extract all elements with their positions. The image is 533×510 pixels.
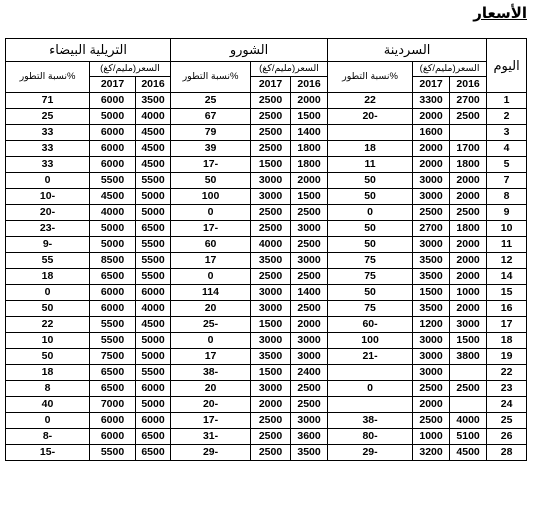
price-2016-cell: 4500 <box>450 445 487 461</box>
price-2017-cell: 3500 <box>413 269 450 285</box>
price-2016-cell: 3500 <box>291 445 328 461</box>
price-2017-cell: 6500 <box>90 365 136 381</box>
ratio-cell: 22 <box>328 93 413 109</box>
price-2016-cell: 4000 <box>136 301 171 317</box>
price-2017-cell: 6500 <box>90 381 136 397</box>
price-2017-cell: 2500 <box>251 429 291 445</box>
year-2017-header: 2017 <box>90 77 136 93</box>
price-2017-cell: 1000 <box>413 429 450 445</box>
price-2016-cell: 2500 <box>450 381 487 397</box>
price-2017-cell: 2500 <box>251 125 291 141</box>
ratio-cell: 0 <box>171 333 251 349</box>
price-2017-cell: 2500 <box>251 413 291 429</box>
price-2016-cell: 5500 <box>136 237 171 253</box>
ratio-cell: 50 <box>328 189 413 205</box>
table-row <box>6 397 527 413</box>
year-2017-header: 2017 <box>251 77 291 93</box>
price-2017-cell: 1600 <box>413 125 450 141</box>
ratio-cell: 80- <box>328 429 413 445</box>
price-2016-cell: 6500 <box>136 221 171 237</box>
price-2016-cell: 1700 <box>450 141 487 157</box>
price-2016-cell: 2700 <box>450 93 487 109</box>
table-row <box>6 141 527 157</box>
ratio-cell: 9- <box>6 237 90 253</box>
ratio-cell: 11 <box>328 157 413 173</box>
prices-table <box>5 38 527 461</box>
price-2016-cell <box>450 365 487 381</box>
ratio-cell: 0 <box>328 205 413 221</box>
price-2016-cell: 2000 <box>291 173 328 189</box>
price-2017-cell: 3300 <box>413 93 450 109</box>
table-row <box>6 237 527 253</box>
price-2017-cell: 6000 <box>90 285 136 301</box>
price-2017-cell: 3500 <box>413 253 450 269</box>
table-row <box>6 381 527 397</box>
ratio-cell: 50 <box>328 173 413 189</box>
price-2016-cell: 5500 <box>136 365 171 381</box>
price-header: السعر(مليم/كغ) <box>90 62 171 77</box>
price-2016-cell <box>450 397 487 413</box>
ratio-cell: 100 <box>171 189 251 205</box>
ratio-cell: 60 <box>171 237 251 253</box>
price-2017-cell: 6000 <box>90 141 136 157</box>
price-2017-cell: 8500 <box>90 253 136 269</box>
price-2016-cell: 5100 <box>450 429 487 445</box>
price-2017-cell: 1500 <box>251 157 291 173</box>
ratio-cell: 8- <box>6 429 90 445</box>
price-2016-cell: 3000 <box>450 317 487 333</box>
price-2017-cell: 2500 <box>251 445 291 461</box>
ratio-cell: 17- <box>171 157 251 173</box>
ratio-cell: 50 <box>328 285 413 301</box>
ratio-cell: 50 <box>328 221 413 237</box>
price-2017-cell: 3000 <box>413 349 450 365</box>
price-2017-cell: 3200 <box>413 445 450 461</box>
price-2016-cell: 2000 <box>450 301 487 317</box>
price-2017-cell: 5000 <box>90 221 136 237</box>
ratio-cell: 18 <box>328 141 413 157</box>
price-2017-cell: 2500 <box>251 109 291 125</box>
table-row <box>6 301 527 317</box>
price-2016-cell: 1800 <box>450 221 487 237</box>
price-2016-cell: 1400 <box>291 125 328 141</box>
price-2017-cell: 5500 <box>90 445 136 461</box>
price-2017-cell: 4000 <box>251 237 291 253</box>
day-cell: 2 <box>487 109 527 125</box>
price-2016-cell: 1500 <box>291 109 328 125</box>
ratio-cell: 17 <box>171 253 251 269</box>
price-2017-cell: 1500 <box>251 365 291 381</box>
price-2017-cell: 5500 <box>90 333 136 349</box>
ratio-header: نسبة التطور% <box>6 62 90 93</box>
group-header-sardine: السردينة <box>328 39 487 62</box>
ratio-cell: 10- <box>6 189 90 205</box>
ratio-cell: 0 <box>6 173 90 189</box>
price-2016-cell: 3800 <box>450 349 487 365</box>
price-2017-cell: 6000 <box>90 125 136 141</box>
price-2017-cell: 2500 <box>251 221 291 237</box>
price-2017-cell: 2500 <box>413 381 450 397</box>
ratio-cell: 50 <box>6 301 90 317</box>
ratio-cell: 31- <box>171 429 251 445</box>
price-2017-cell: 3000 <box>251 173 291 189</box>
day-cell: 8 <box>487 189 527 205</box>
table-row <box>6 125 527 141</box>
price-2017-cell: 5500 <box>90 317 136 333</box>
ratio-cell: 17 <box>171 349 251 365</box>
ratio-cell: 20 <box>171 381 251 397</box>
price-2016-cell: 3000 <box>291 253 328 269</box>
price-2017-cell: 7000 <box>90 397 136 413</box>
price-2017-cell: 6000 <box>90 413 136 429</box>
day-cell: 10 <box>487 221 527 237</box>
price-2017-cell: 2000 <box>413 397 450 413</box>
year-2016-header: 2016 <box>136 77 171 93</box>
ratio-cell: 100 <box>328 333 413 349</box>
price-2016-cell: 5500 <box>136 173 171 189</box>
price-2017-cell: 3000 <box>251 301 291 317</box>
price-2016-cell: 3000 <box>291 221 328 237</box>
price-2016-cell: 1800 <box>291 157 328 173</box>
ratio-cell: 25 <box>171 93 251 109</box>
day-cell: 14 <box>487 269 527 285</box>
price-header: السعر(مليم/كغ) <box>251 62 328 77</box>
ratio-cell: 8 <box>6 381 90 397</box>
price-2017-cell: 2000 <box>413 109 450 125</box>
ratio-cell: 114 <box>171 285 251 301</box>
table-row <box>6 429 527 445</box>
ratio-cell <box>328 397 413 413</box>
price-2016-cell: 5000 <box>136 205 171 221</box>
day-cell: 15 <box>487 285 527 301</box>
price-2016-cell: 6500 <box>136 429 171 445</box>
price-2017-cell: 2500 <box>413 205 450 221</box>
table-row <box>6 349 527 365</box>
price-2016-cell: 5000 <box>136 397 171 413</box>
ratio-cell: 22 <box>6 317 90 333</box>
price-2017-cell: 2500 <box>251 269 291 285</box>
ratio-cell: 50 <box>171 173 251 189</box>
ratio-cell: 15- <box>6 445 90 461</box>
price-2016-cell: 5500 <box>136 253 171 269</box>
day-cell: 9 <box>487 205 527 221</box>
price-2017-cell: 5500 <box>90 173 136 189</box>
table-row <box>6 221 527 237</box>
price-2017-cell: 2500 <box>251 93 291 109</box>
ratio-cell: 33 <box>6 157 90 173</box>
price-2016-cell: 2000 <box>450 237 487 253</box>
table-row <box>6 173 527 189</box>
day-cell: 24 <box>487 397 527 413</box>
day-cell: 7 <box>487 173 527 189</box>
price-2016-cell: 2000 <box>291 317 328 333</box>
price-2017-cell: 3000 <box>413 333 450 349</box>
price-2016-cell: 4500 <box>136 317 171 333</box>
day-cell: 11 <box>487 237 527 253</box>
price-2017-cell: 3000 <box>413 237 450 253</box>
ratio-cell: 40 <box>6 397 90 413</box>
ratio-cell: 33 <box>6 125 90 141</box>
table-row <box>6 269 527 285</box>
ratio-cell: 50 <box>6 349 90 365</box>
table-row <box>6 189 527 205</box>
price-2017-cell: 6000 <box>90 93 136 109</box>
year-2017-header: 2017 <box>413 77 450 93</box>
ratio-cell: 71 <box>6 93 90 109</box>
price-2016-cell: 2400 <box>291 365 328 381</box>
price-2017-cell: 4500 <box>90 189 136 205</box>
day-cell: 12 <box>487 253 527 269</box>
ratio-cell: 0 <box>328 381 413 397</box>
day-cell: 17 <box>487 317 527 333</box>
table-row <box>6 445 527 461</box>
day-cell: 4 <box>487 141 527 157</box>
price-2017-cell: 6500 <box>90 269 136 285</box>
day-cell: 23 <box>487 381 527 397</box>
day-cell: 28 <box>487 445 527 461</box>
price-2016-cell: 3000 <box>291 413 328 429</box>
price-2016-cell: 1800 <box>450 157 487 173</box>
ratio-cell: 29- <box>171 445 251 461</box>
price-2016-cell: 6000 <box>136 381 171 397</box>
group-header-shouro: الشورو <box>171 39 328 62</box>
price-2017-cell: 3500 <box>251 253 291 269</box>
day-cell: 25 <box>487 413 527 429</box>
price-2017-cell: 3000 <box>413 189 450 205</box>
price-2016-cell: 2000 <box>450 253 487 269</box>
ratio-cell: 25 <box>6 109 90 125</box>
price-2016-cell: 6000 <box>136 413 171 429</box>
price-2017-cell: 2500 <box>413 413 450 429</box>
ratio-cell: 67 <box>171 109 251 125</box>
ratio-cell: 10 <box>6 333 90 349</box>
price-2016-cell: 3000 <box>291 333 328 349</box>
table-body <box>6 93 527 461</box>
table-row <box>6 365 527 381</box>
price-2017-cell: 2000 <box>413 157 450 173</box>
price-2017-cell: 3000 <box>251 285 291 301</box>
day-cell: 18 <box>487 333 527 349</box>
day-cell: 16 <box>487 301 527 317</box>
price-2017-cell: 1200 <box>413 317 450 333</box>
price-2017-cell: 6000 <box>90 301 136 317</box>
price-2016-cell: 4500 <box>136 141 171 157</box>
price-2017-cell: 5000 <box>90 109 136 125</box>
price-2016-cell: 2500 <box>291 269 328 285</box>
table-row <box>6 333 527 349</box>
price-2017-cell: 1500 <box>251 317 291 333</box>
price-2016-cell: 6000 <box>136 285 171 301</box>
ratio-cell: 60- <box>328 317 413 333</box>
ratio-cell: 39 <box>171 141 251 157</box>
ratio-cell: 0 <box>171 205 251 221</box>
ratio-cell: 20- <box>328 109 413 125</box>
ratio-cell: 20- <box>6 205 90 221</box>
ratio-cell: 75 <box>328 301 413 317</box>
price-header: السعر(مليم/كغ) <box>413 62 487 77</box>
price-2016-cell: 4500 <box>136 157 171 173</box>
price-2017-cell: 3000 <box>251 333 291 349</box>
ratio-cell: 55 <box>6 253 90 269</box>
price-2016-cell: 1000 <box>450 285 487 301</box>
price-2016-cell: 3000 <box>291 349 328 365</box>
price-2017-cell: 1500 <box>413 285 450 301</box>
ratio-cell: 75 <box>328 253 413 269</box>
price-2017-cell: 3000 <box>251 381 291 397</box>
ratio-cell: 18 <box>6 269 90 285</box>
ratio-cell: 23- <box>6 221 90 237</box>
price-2016-cell: 2500 <box>291 397 328 413</box>
price-2017-cell: 7500 <box>90 349 136 365</box>
price-2017-cell: 3500 <box>413 301 450 317</box>
price-2016-cell: 2000 <box>450 189 487 205</box>
price-2017-cell: 3000 <box>413 173 450 189</box>
ratio-cell: 0 <box>6 413 90 429</box>
ratio-header: نسبة التطور% <box>328 62 413 93</box>
price-2016-cell: 3500 <box>136 93 171 109</box>
ratio-cell: 50 <box>328 237 413 253</box>
price-2017-cell: 5000 <box>90 237 136 253</box>
day-cell: 22 <box>487 365 527 381</box>
day-cell: 19 <box>487 349 527 365</box>
ratio-header: نسبة التطور% <box>171 62 251 93</box>
price-2016-cell: 2500 <box>291 237 328 253</box>
ratio-cell: 0 <box>6 285 90 301</box>
price-2016-cell: 2500 <box>450 205 487 221</box>
ratio-cell <box>328 125 413 141</box>
price-2016-cell: 2000 <box>291 93 328 109</box>
ratio-cell: 17- <box>171 221 251 237</box>
price-2017-cell: 3000 <box>413 365 450 381</box>
table-row <box>6 285 527 301</box>
price-2017-cell: 2000 <box>251 397 291 413</box>
price-2016-cell: 6500 <box>136 445 171 461</box>
ratio-cell: 20- <box>171 397 251 413</box>
price-2016-cell: 4500 <box>136 125 171 141</box>
ratio-cell: 79 <box>171 125 251 141</box>
table-row <box>6 205 527 221</box>
price-2016-cell: 3600 <box>291 429 328 445</box>
price-2016-cell: 1500 <box>291 189 328 205</box>
ratio-cell: 75 <box>328 269 413 285</box>
price-2016-cell: 4000 <box>450 413 487 429</box>
price-2016-cell: 5000 <box>136 349 171 365</box>
price-2017-cell: 2500 <box>251 141 291 157</box>
year-2016-header: 2016 <box>450 77 487 93</box>
price-2016-cell: 2000 <box>450 269 487 285</box>
ratio-cell: 38- <box>171 365 251 381</box>
price-2017-cell: 6000 <box>90 429 136 445</box>
ratio-cell: 21- <box>328 349 413 365</box>
price-2016-cell: 1800 <box>291 141 328 157</box>
price-2016-cell: 1500 <box>450 333 487 349</box>
page-title: الأسعار <box>473 5 527 22</box>
price-2016-cell: 2500 <box>450 109 487 125</box>
price-2016-cell <box>450 125 487 141</box>
ratio-cell: 0 <box>171 269 251 285</box>
price-2017-cell: 3500 <box>251 349 291 365</box>
ratio-cell: 17- <box>171 413 251 429</box>
day-cell: 1 <box>487 93 527 109</box>
ratio-cell: 20 <box>171 301 251 317</box>
day-cell: 3 <box>487 125 527 141</box>
price-2016-cell: 5500 <box>136 269 171 285</box>
day-cell: 5 <box>487 157 527 173</box>
price-2017-cell: 6000 <box>90 157 136 173</box>
price-2016-cell: 2500 <box>291 381 328 397</box>
ratio-cell: 29- <box>328 445 413 461</box>
table-row <box>6 157 527 173</box>
ratio-cell <box>328 365 413 381</box>
price-2016-cell: 5000 <box>136 189 171 205</box>
day-column-header: اليوم <box>487 39 527 93</box>
price-2017-cell: 4000 <box>90 205 136 221</box>
price-2016-cell: 2500 <box>291 205 328 221</box>
price-2016-cell: 5000 <box>136 333 171 349</box>
price-2017-cell: 3000 <box>251 189 291 205</box>
price-2016-cell: 2000 <box>450 173 487 189</box>
price-2016-cell: 2500 <box>291 301 328 317</box>
ratio-cell: 38- <box>328 413 413 429</box>
price-2016-cell: 1400 <box>291 285 328 301</box>
table-row <box>6 413 527 429</box>
table-row <box>6 317 527 333</box>
ratio-cell: 33 <box>6 141 90 157</box>
ratio-cell: 25- <box>171 317 251 333</box>
group-header-white-bream: التريلية البيضاء <box>6 39 171 62</box>
price-2017-cell: 2500 <box>251 205 291 221</box>
price-2017-cell: 2700 <box>413 221 450 237</box>
table-row <box>6 109 527 125</box>
price-2016-cell: 4000 <box>136 109 171 125</box>
year-2016-header: 2016 <box>291 77 328 93</box>
table-row <box>6 93 527 109</box>
ratio-cell: 18 <box>6 365 90 381</box>
table-row <box>6 253 527 269</box>
price-2017-cell: 2000 <box>413 141 450 157</box>
day-cell: 26 <box>487 429 527 445</box>
